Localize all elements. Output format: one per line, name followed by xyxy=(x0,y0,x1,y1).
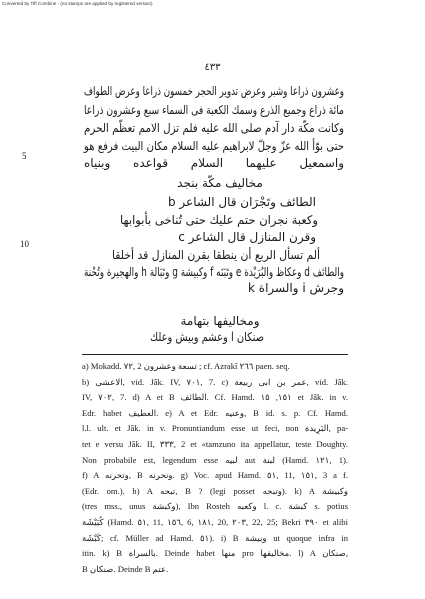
body-line-9: وقرن المنازل قال الشاعر c xyxy=(178,230,316,244)
footnote-line-10: (tres mss., unus وكبشة), Ibn Rosteh وكعبه l. c. كبشة s. potius xyxy=(82,501,348,512)
footnote-line-9: (Edr. om.). h) A تبحه, B ? (legi posset وتبحه). k) A وكبيشة xyxy=(82,485,349,496)
body-line-4: حتى بوّأ الله عزّ وجلّ لابراهيم عليه السلام مكان البيت فرفع هو xyxy=(84,139,345,153)
body-line-12: وجرش i والسراة k xyxy=(248,281,344,295)
body-line-7: الطائف وتَجْرَان قال الشاعر b xyxy=(167,195,316,209)
converter-notice: Converted by Tiff Combine - (no stamps are applied by registered version) xyxy=(2,1,153,6)
body-line-2: مائة ذراع وجميع الذرع وسمك الكعبة فى السماء سبع وعشرون ذراعا xyxy=(84,103,344,117)
body-line-3: وكانت مكّة دار آدم صلى الله عليه فلم تزل الامم تعظّم الحرم xyxy=(84,121,344,135)
line-number-5: 5 xyxy=(22,151,27,161)
footnote-line-2: b) الاعشى, vid. Jâk. IV, ٧٠١, 7. c) عمر بن ابى ربيعة, vid. Jâk. xyxy=(82,376,348,387)
footnote-line-11: كُبَيْشَة (Hamd. ٥١, 11, ١٥٦, 6, ١٨١, 20, ٢٠٣, 22, 25; Bekri ٣٩٠ et alibi xyxy=(82,516,348,527)
section-heading-najd: مخاليف مكّة بنجد xyxy=(177,176,263,190)
section-heading-tihama: ومخاليفها بتهامة xyxy=(180,314,260,328)
body-line-14: صنكان l وعشم وبيش وعلك xyxy=(150,330,264,344)
footnote-line-4: Edr. habet العطيف. e) A et Edr. وعنيه, B id. s. p. Cf. Hamd. xyxy=(82,407,348,418)
footnote-line-1: a) Mokadd. ٧٢, 2 تسعة وعشرون ; cf. Azrakî ٢٦٦ paen. seq. xyxy=(82,361,290,371)
footnotes xyxy=(82,359,348,577)
page-number: ٤٣٣ xyxy=(204,62,221,73)
verse-line-2: ألم تسأل الربع أن ينطقا بقرن المنازل قد أخلقا xyxy=(112,248,321,262)
footnote-line-3: IV, ٧٠٢, 7. d) A et B الطائف. Cf. Hamd. ١٥١, ١٥ et Jâk. in v. xyxy=(82,392,348,403)
body-line-11: والطائف d وعكاظ والبُرَيْدة e وتَبَنَه f وكبيشة g وتَبَالة h والهجيرة وتُحْنة xyxy=(84,265,344,279)
footnote-line-7: Non probabile est, legendum esse لبيه aut لبنة (Hamd. ١٢١, 1). xyxy=(82,454,348,465)
verse-line-1: وكعبة نجران حتم عليك حتى تُناخى بأبوابها xyxy=(120,213,318,227)
footnote-line-8: f) A وتحرنه, B ونحرنه. g) Voc. apud Hamd. ٥١, 11, ١٥١, 3 a f. xyxy=(82,470,348,481)
footnote-rule xyxy=(82,354,348,355)
footnote-line-13: itin. k) B بالسراة. Deinde habet منها pro مخاليفها. l) A صنكان, xyxy=(82,548,348,559)
footnote-line-6: tet e versu Jâk. II, ٣٣٣, 2 et «tamzuno ita appellatur, teste Doughty. xyxy=(82,438,348,449)
line-number-10: 10 xyxy=(20,239,29,249)
footnote-line-12: كَبْشَة; cf. Müller ad Hamd. ٥١). i) B وبيشة ut quoque infra in xyxy=(82,532,349,543)
footnote-line-14: B صنكان. Deinde B عتم. xyxy=(82,563,169,574)
body-line-5: واسمعيل عليهما السلام قواعده وبنياه xyxy=(84,156,344,170)
body-line-1: وعشرون ذراعا وشبر وعرض تدوير الحجر خمسون ذراعا وعرض الطواف xyxy=(83,84,344,98)
footnote-line-5: l.l. ult. et Jâk. in v. Pronuntiandum esse ut feci, non البَرِيدة, pa- xyxy=(82,423,348,434)
